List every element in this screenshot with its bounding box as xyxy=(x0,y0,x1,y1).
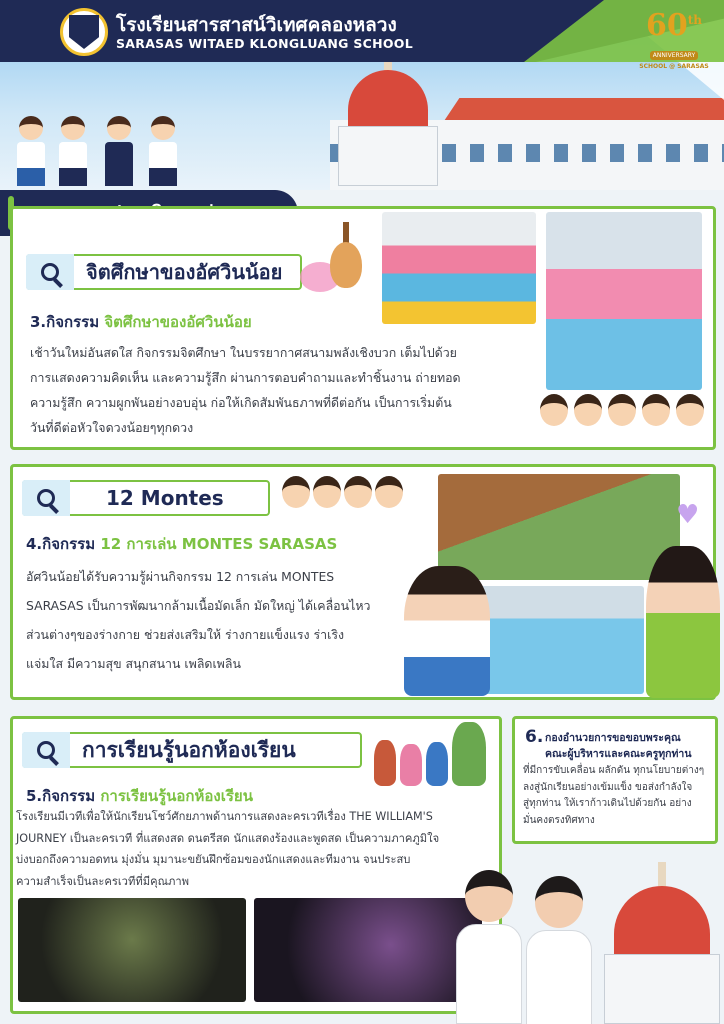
photo-stage-play-scene2 xyxy=(254,898,482,1002)
girl-with-elephant-photo xyxy=(404,566,490,696)
activity5-title-pill xyxy=(22,732,362,768)
activity4-title-pill xyxy=(22,480,270,516)
header-banner xyxy=(0,0,724,190)
search-icon xyxy=(37,489,55,507)
photo-mindfulness-classroom xyxy=(382,212,536,324)
activity5-description: โรงเรียนมีเวทีเพื่อให้นักเรียนโชว์ศักยภาพด้านการแสดงละครเวทีเรื่อง THE WILLIAM'S JOURNEY เป็นละครเวที ที่แสดงสด ดนตรีสด นักแสดงร้องและพูดสด เป็นความภาคภูมิใจ บ่งบอกถึงความอดทน มุ่งมั่น มุมานะขยันฝึกซ้อมของนักแสดงและทีมงาน จนประสบ ความสำเร็จเป็นละครเวทีที่มีคุณภาพ xyxy=(16,810,440,888)
photo-mindfulness-circle xyxy=(546,212,702,390)
activity5-title: การเรียนรู้นอกห้องเรียน xyxy=(82,737,296,762)
photo-stage-play-scene1 xyxy=(18,898,246,1002)
activity3-title: จิตศึกษาของอัศวินน้อย xyxy=(86,260,283,284)
heart-sparkle-decoration: ♥ xyxy=(676,500,700,530)
acknowledgement-panel xyxy=(512,716,718,844)
search-icon xyxy=(41,263,59,281)
activity4-description: อัศวินน้อยได้รับความรู้ผ่านกิจกรรม 12 การเล่น MONTES SARASAS เป็นการพัฒนากล้ามเนื้อมัดเล็ก มัดใหญ่ ได้เคลื่อนไหว ส่วนต่างๆของร่างกาย ช่วยส่งเสริมให้ ร่างกายแข็งแรง ร่าเริง แจ่มใส มีความสุข สนุกสนาน เพลิดเพลิน xyxy=(26,569,371,671)
photo-toy-car-play xyxy=(478,586,644,694)
cartoon-students-illustration xyxy=(16,96,196,186)
photo-balance-beam xyxy=(438,474,680,580)
school-logo xyxy=(60,8,108,56)
dome-tower-image xyxy=(332,60,444,140)
activity3-description: เช้าวันใหม่อันสดใส กิจกรรมจิตศึกษา ในบรรยากาศสนามพลังเชิงบวก เต็มไปด้วย การแสดงความคิดเห็น และความรู้สึก ผ่านการตอบคำถามและทำชิ้นงาน ถ่ายทอด ความรู้สึก ความผูกพันอย่างอบอุ่น ก่อให้เกิดสัมพันธภาพที่ดีต่อกัน เป็นการเริ่มต้น วันที่ดีต่อหัวใจดวงน้อยๆทุกดวง xyxy=(30,345,461,435)
storybook-characters-illustration xyxy=(370,722,488,788)
school-name-thai: โรงเรียนสารสาสน์วิเทศคลองหลวง xyxy=(116,14,397,36)
search-icon xyxy=(37,741,55,759)
school-name-english: SARASAS WITAED KLONGLUANG SCHOOL xyxy=(116,36,413,51)
cartoon-faces-illustration xyxy=(282,476,406,512)
panel6-body: ที่มีการขับเคลื่อน ผลักดัน ทุกนโยบายต่างๆ ลงสู่นักเรียนอย่างเข้มแข็ง ขอส่งกำลังใจ สู่ทุกท่าน ให้เราก้าวเดินไปด้วยกัน อย่าง มั่นคงตรงทิศทาง xyxy=(523,765,705,826)
activity3-label: 3.กิจกรรม จิตศึกษาของอัศวินน้อย xyxy=(30,313,252,331)
cartoon-children-row xyxy=(540,394,710,438)
activity3-title-pill xyxy=(26,254,302,290)
guitar-music-illustration xyxy=(300,222,382,298)
activity4-label: 4.กิจกรรม 12 การเล่น MONTES SARASAS xyxy=(26,535,338,553)
panel6-number: 6. xyxy=(525,727,544,747)
building-roof xyxy=(430,98,724,120)
girl-in-green-photo xyxy=(646,546,720,698)
activity4-title: 12 Montes xyxy=(106,486,224,510)
dome-tower-footer-image xyxy=(600,856,724,1024)
panel6-heading: กองอำนวยการขอขอบพระคุณ คณะผู้บริหารและคณะครูทุกท่าน xyxy=(545,732,692,760)
students-photo xyxy=(456,852,606,1024)
activity5-label: 5.กิจกรรม การเรียนรู้นอกห้องเรียน xyxy=(26,787,253,805)
anniversary-badge: 60th ANNIVERSARY SCHOOL @ SARASAS xyxy=(639,8,709,70)
